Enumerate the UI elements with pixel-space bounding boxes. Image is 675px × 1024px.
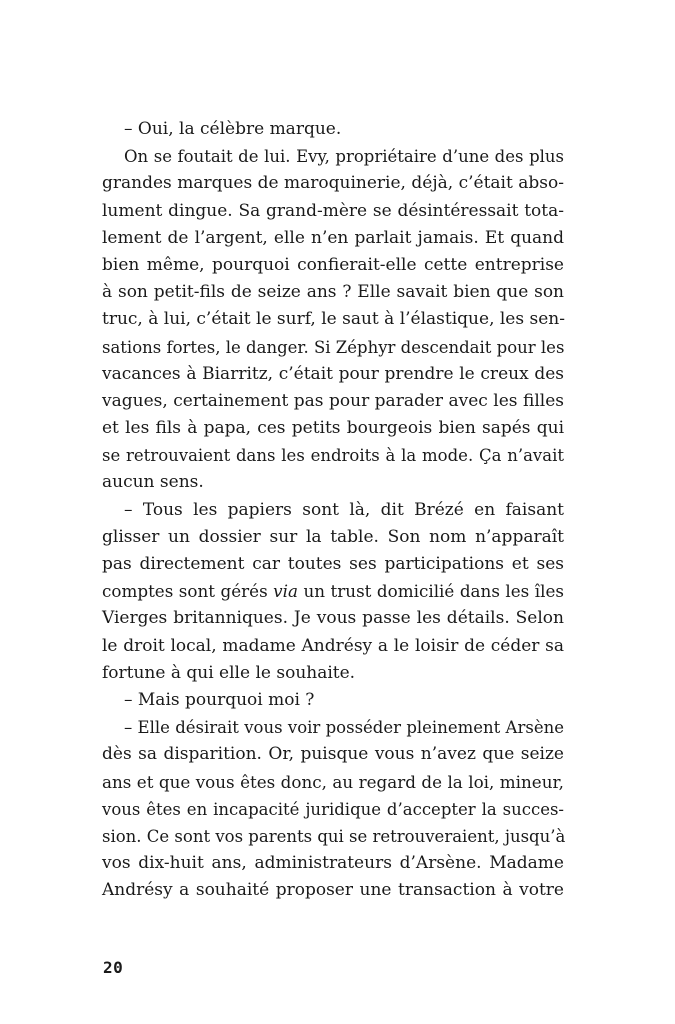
text-line: Vierges britanniques. Je vous passe les détails. Selon <box>102 608 564 629</box>
body-text <box>102 116 564 904</box>
text-line: aucun sens. <box>102 472 204 493</box>
text-line: ans et que vous êtes donc, au regard de la loi, mineur, <box>102 771 564 792</box>
text-line: pas directement car toutes ses participations et ses <box>102 554 564 574</box>
text-line: vous êtes en incapacité juridique d’accepter la succes- <box>102 799 564 819</box>
page-number: 20 <box>103 958 124 977</box>
text-line: vos dix-huit ans, administrateurs d’Arsène. Madame <box>102 853 564 874</box>
italic-word: via <box>273 581 298 602</box>
text-line: fortune à qui elle le souhaite. <box>102 662 356 683</box>
text-line: truc, à lui, c’était le surf, le saut à l’élastique, les sen- <box>102 309 565 330</box>
text-line: vagues, certainement pas pour parader avec les filles <box>102 390 564 411</box>
text-line: lement de l’argent, elle n’en parlait jamais. Et quand <box>102 227 564 248</box>
text-line: lument dingue. Sa grand-mère se désintéressait tota- <box>102 200 564 221</box>
text-line: – Mais pourquoi moi ? <box>124 689 315 710</box>
text-segment: comptes sont gérés <box>102 581 274 602</box>
text-line: On se foutait de lui. Evy, propriétaire d’une des plus <box>124 147 564 167</box>
text-line: dès sa disparition. Or, puisque vous n’avez que seize <box>102 744 564 765</box>
text-line: sion. Ce sont vos parents qui se retrouveraient, jusqu’à <box>102 826 566 846</box>
text-line: à son petit-fils de seize ans ? Elle savait bien que son <box>102 282 564 303</box>
text-line: sations fortes, le danger. Si Zéphyr descendait pour les <box>102 337 565 357</box>
text-line: – Elle désirait vous voir posséder pleinement Arsène <box>124 718 564 738</box>
text-line: grandes marques de maroquinerie, déjà, c’était abso- <box>102 173 564 194</box>
text-line: se retrouvaient dans les endroits à la mode. Ça n’avait <box>102 446 564 466</box>
text-line: le droit local, madame Andrésy a le loisir de céder sa <box>102 635 564 656</box>
text-line: et les fils à papa, ces petits bourgeois bien sapés qui <box>102 418 564 439</box>
text-line: vacances à Biarritz, c’était pour prendre le creux des <box>102 363 564 384</box>
text-line: bien même, pourquoi confierait-elle cette entreprise <box>102 254 564 275</box>
text-line: – Oui, la célèbre marque. <box>124 119 342 139</box>
text-line: glisser un dossier sur la table. Son nom n’apparaît <box>102 526 564 547</box>
text-line <box>102 578 564 605</box>
text-line: – Tous les papiers sont là, dit Brézé en faisant <box>124 499 564 520</box>
text-line: Andrésy a souhaité proposer une transaction à votre <box>102 880 564 901</box>
text-segment: un trust domicilié dans les îles <box>297 581 565 602</box>
